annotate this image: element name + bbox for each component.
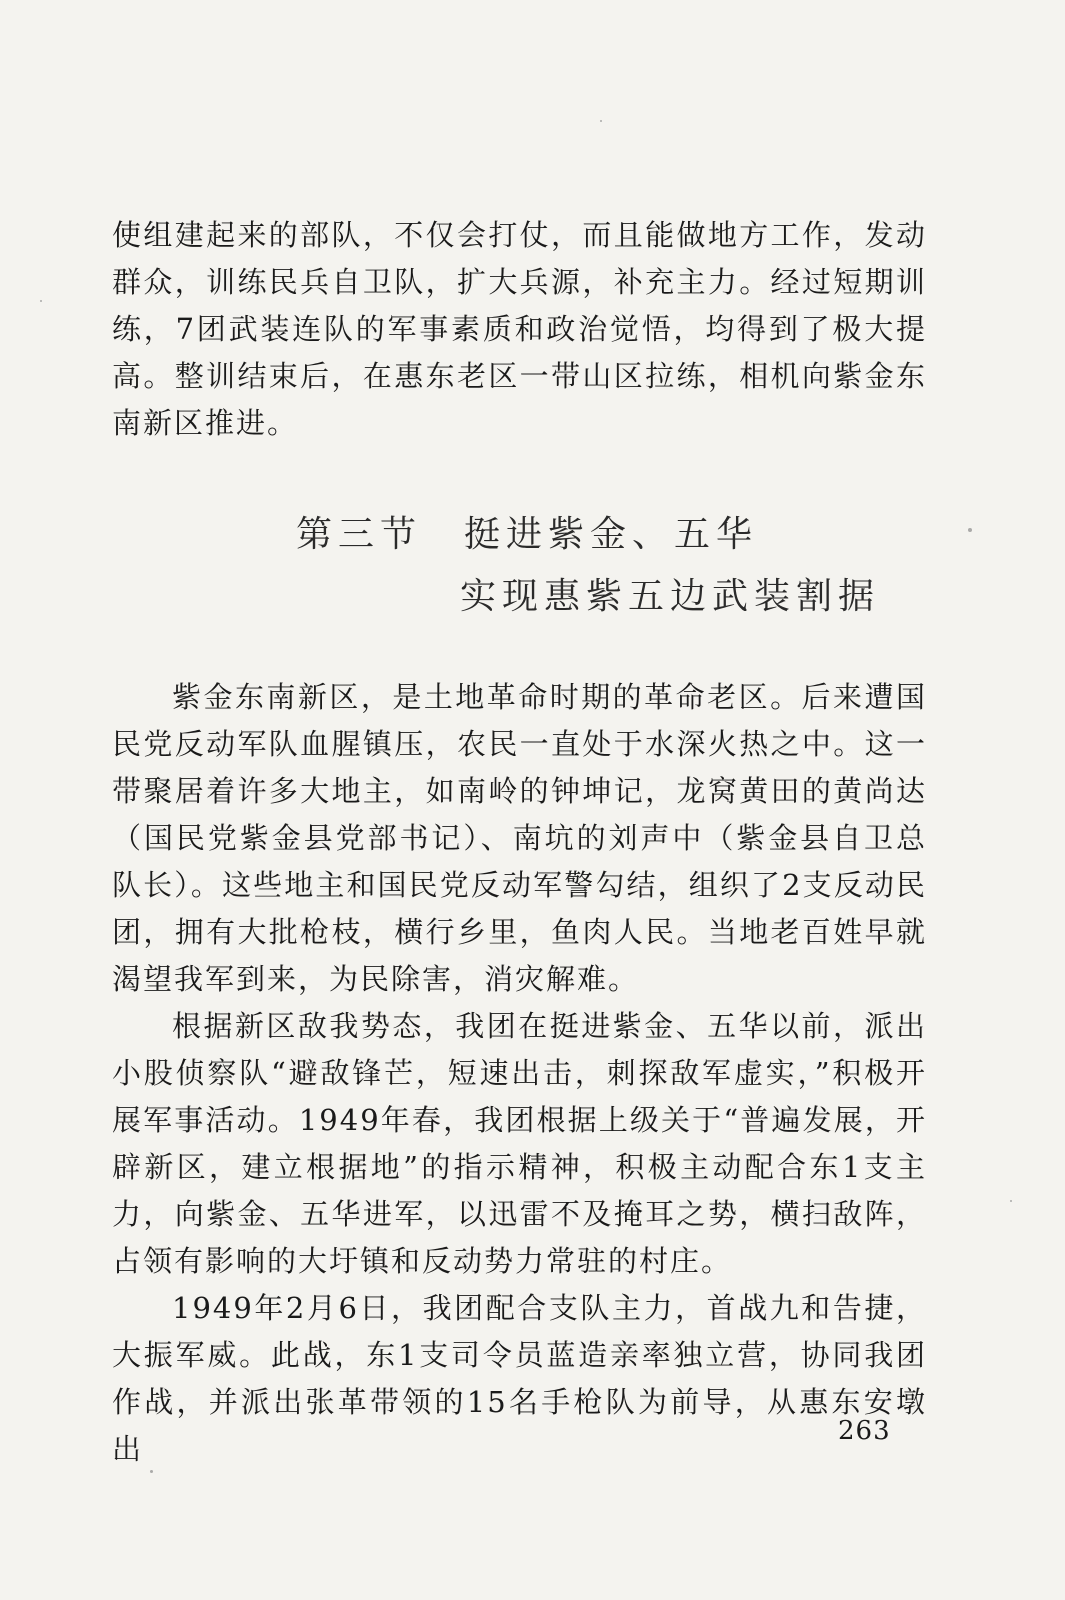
body-paragraph-2: 根据新区敌我势态，我团在挺进紫金、五华以前，派出小股侦察队“避敌锋芒，短速出击，刺探敌军虚实，”积极开展军事活动。1949年春，我团根据上级关于“普遍发展，开辟新区，建立根据地”的指示精神，积极主动配合东1支主力，向紫金、五华进军，以迅雷不及掩耳之势，横扫敌阵，占领有影响的大圩镇和反动势力常驻的村庄。 [112, 1009, 927, 1278]
top-text-block [112, 212, 927, 447]
scan-speck [150, 1470, 153, 1473]
section-title-line-2: 实现惠紫五边武装割据 [460, 576, 881, 617]
body-paragraph-1: 紫金东南新区，是土地革命时期的革命老区。后来遭国民党反动军队血腥镇压，农民一直处于水深火热之中。这一带聚居着许多大地主，如南岭的钟坤记，龙窝黄田的黄尚达（国民党紫金县党部书记）、南坑的刘声中（紫金县自卫总队长）。这些地主和国民党反动军警勾结，组织了2支反动民团，拥有大批枪枝，横行乡里，鱼肉人民。当地老百姓早就渴望我军到来，为民除害，消灾解难。 [112, 680, 927, 996]
scan-speck [968, 528, 972, 532]
top-paragraph: 使组建起来的部队，不仅会打仗，而且能做地方工作，发动群众，训练民兵自卫队，扩大兵源，补充主力。经过短期训练，7团武装连队的军事素质和政治觉悟，均得到了极大提高。整训结束后，在惠东老区一带山区拉练，相机向紫金东南新区推进。 [112, 218, 927, 440]
page-number: 263 [838, 1416, 891, 1446]
scan-speck [600, 120, 602, 122]
main-text-block [112, 674, 927, 1473]
section-title-line-1: 第三节 挺进紫金、五华 [296, 514, 759, 555]
scan-speck [1010, 1200, 1012, 1202]
body-paragraph-3: 1949年2月6日，我团配合支队主力，首战九和告捷，大振军威。此战，东1支司令员蓝造亲率独立营，协同我团作战，并派出张革带领的15名手枪队为前导，从惠东安墩出 [112, 1291, 927, 1466]
scan-speck [40, 300, 42, 302]
